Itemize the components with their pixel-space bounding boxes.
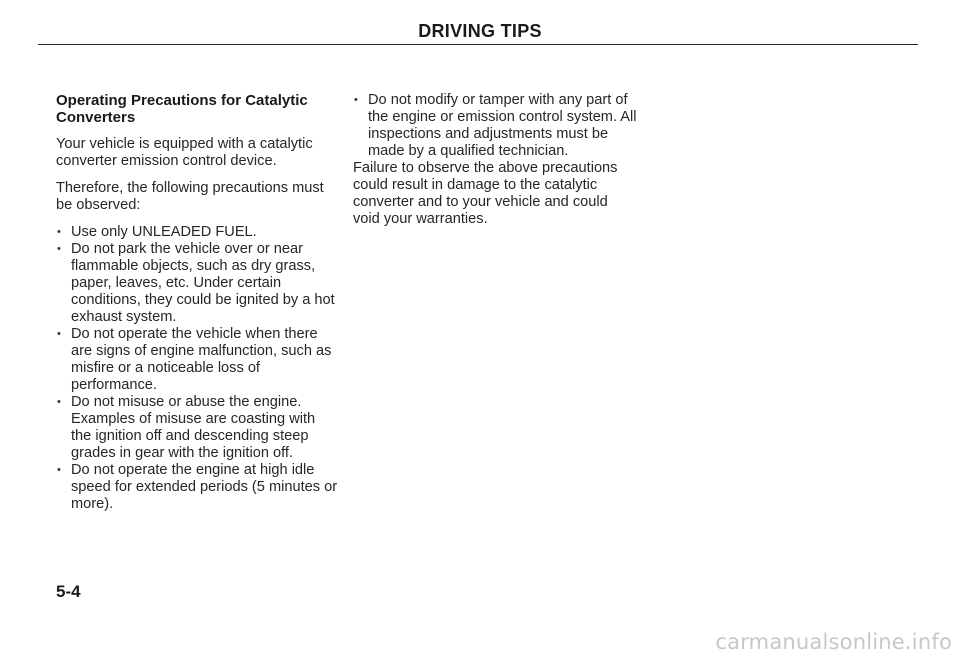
section-title: Operating Precautions for Catalytic Converters: [56, 92, 308, 126]
list-item-text: Do not modify or tamper with any part of the engine or emission control system. All inspections and adjustments must be made by a qualified technician.: [368, 92, 637, 159]
watermark-text: carmanualsonline.info: [715, 630, 952, 654]
precautions-intro-paragraph: Therefore, the following precautions must be observed:: [56, 180, 324, 213]
bullet-icon: •: [57, 226, 61, 238]
page-header-title: DRIVING TIPS: [418, 21, 542, 41]
list-item-text: Do not misuse or abuse the engine. Examples of misuse are coasting with the ignition off and descending steep grades in gear with the ignition off.: [71, 394, 316, 461]
bullet-icon: •: [57, 396, 61, 408]
intro-paragraph: Your vehicle is equipped with a catalytic converter emission control device.: [56, 136, 313, 169]
list-item: [56, 224, 338, 241]
right-column: [353, 92, 638, 238]
list-item-text: Do not operate the vehicle when there are signs of engine malfunction, such as misfire or a noticeable loss of performance.: [71, 326, 332, 393]
list-item: [56, 462, 338, 513]
precautions-list: [56, 224, 338, 513]
list-item: [353, 92, 638, 160]
precautions-list-continued: [353, 92, 638, 160]
warning-paragraph: Failure to observe the above precautions could result in damage to the catalytic converter and to your vehicle and could void your warranties.: [353, 160, 618, 227]
left-column: [56, 92, 338, 513]
list-item: [56, 241, 338, 326]
page-number: 5-4: [56, 582, 81, 601]
bullet-icon: •: [354, 94, 358, 106]
list-item: [56, 394, 338, 462]
list-item-text: Use only UNLEADED FUEL.: [71, 224, 257, 240]
bullet-icon: •: [57, 243, 61, 255]
bullet-icon: •: [57, 328, 61, 340]
list-item-text: Do not park the vehicle over or near flammable objects, such as dry grass, paper, leaves, etc. Under certain conditions, they could be ignited by a hot exhaust system.: [71, 241, 335, 325]
bullet-icon: •: [57, 464, 61, 476]
list-item: [56, 326, 338, 394]
list-item-text: Do not operate the engine at high idle speed for extended periods (5 minutes or more).: [71, 462, 338, 512]
header-divider: [38, 44, 918, 45]
